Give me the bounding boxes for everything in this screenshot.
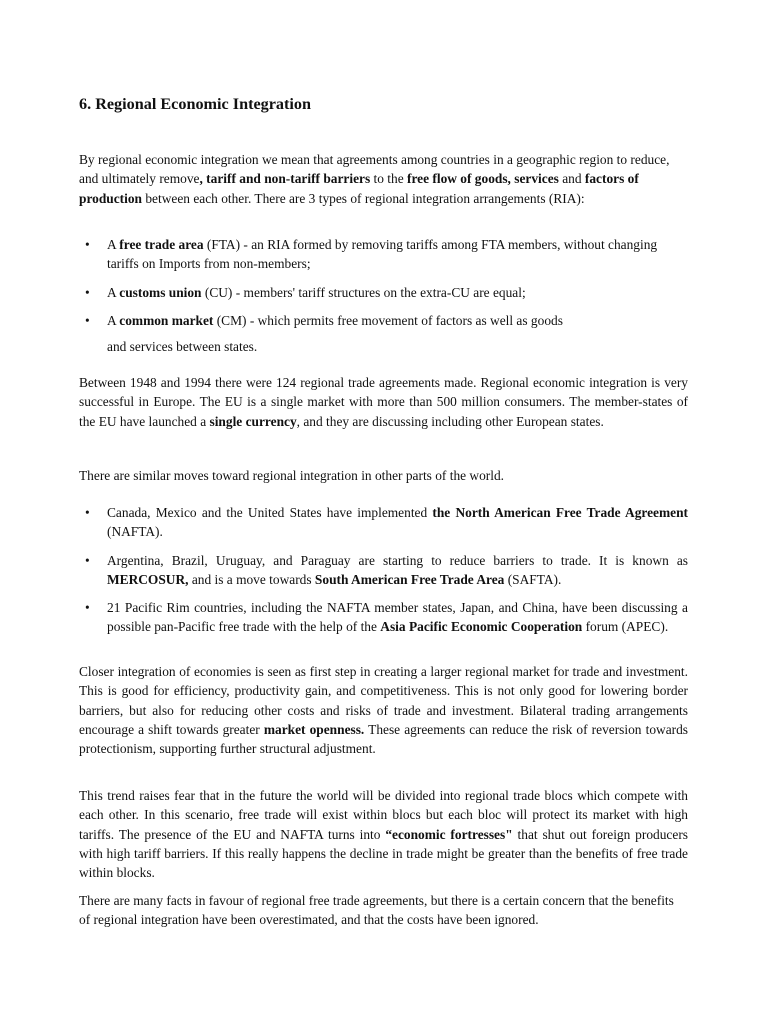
- term-customs-union: customs union: [119, 284, 202, 300]
- bullet-icon: •: [85, 600, 90, 616]
- list-item-fta: • A free trade area (FTA) - an RIA formed by removing tariffs among FTA members, without changing tariffs on Imports from non-members;: [85, 237, 658, 272]
- page-title: 6. Regional Economic Integration: [79, 95, 312, 113]
- term-free-trade-area: free trade area: [119, 237, 204, 252]
- term-apec: Asia Pacific Economic Cooperation: [380, 619, 583, 635]
- term-single-currency: single currency: [209, 413, 297, 429]
- term-market-openness: market openness.: [263, 721, 365, 737]
- intro-text-1: By regional economic integration we mean that agreements among countries in a geographic region to reduce, and ultimately remove: [79, 152, 670, 187]
- intro-bold-free-flow: free flow of goods, services: [407, 171, 559, 187]
- intro-bold-barriers: , tariff and non-tariff barriers: [199, 171, 371, 187]
- intro-bold-factors: factors of production: [79, 171, 639, 206]
- ria-list: [79, 235, 688, 330]
- bullet-icon: •: [85, 312, 90, 328]
- term-nafta: the North American Free Trade Agreement: [432, 505, 688, 520]
- paragraph-concern: There are many facts in favour of regional free trade agreements, but there is a certain concern that the benefits of regional integration have been overestimated, and that the costs have been ignored.: [79, 893, 674, 928]
- intro-text-4: between each other. There are 3 types of regional integration arrangements (RIA):: [142, 190, 585, 206]
- paragraph-similar-moves: There are similar moves toward regional integration in other parts of the world.: [79, 468, 505, 483]
- term-economic-fortresses: “economic fortresses": [385, 826, 513, 842]
- bullet-icon: •: [85, 552, 90, 568]
- list-item-nafta: • Canada, Mexico and the United States have implemented the North American Free Trade Agreement (NAFTA).: [85, 505, 688, 540]
- paragraph-trade-blocs: This trend raises fear that in the future the world will be divided into regional trade blocs which compete with each other. In this scenario, free trade will exist within blocs but each bloc will protect its market with high tariffs. The presence of the EU and NAFTA turns into “economic fortresses" that shut out foreign producers with high tariff barriers. If this really happens the decline in trade might be greater than the benefits of free trade within blocks.: [79, 788, 688, 881]
- bullet-icon: •: [85, 237, 90, 252]
- list-item-mercosur: • Argentina, Brazil, Uruguay, and Paraguay are starting to reduce barriers to trade. It is known as MERCOSUR, and is a move towards South American Free Trade Area (SAFTA).: [85, 552, 688, 587]
- intro-paragraph: [79, 150, 688, 208]
- intro-text-3: and: [558, 171, 585, 187]
- term-safta: South American Free Trade Area: [314, 571, 505, 587]
- ria-continuation: and services between states.: [107, 339, 258, 354]
- list-item-apec: • 21 Pacific Rim countries, including the NAFTA member states, Japan, and China, have been discussing a possible pan-Pacific free trade with the help of the Asia Pacific Economic Cooperation forum (APEC).: [85, 600, 688, 635]
- world-list: [79, 503, 688, 637]
- paragraph-closer-integration: Closer integration of economies is seen as first step in creating a larger regional market for trade and investment. This is good for efficiency, productivity gain, and competitiveness. This is not only good for lowering border barriers, but also for reducing other costs and risks of trade and investment. Bilateral trading arrangements encourage a shift towards greater market openness. These agreements can reduce the risk of reversion towards protectionism, supporting further structural adjustment.: [79, 664, 689, 757]
- list-item-cu: • A customs union (CU) - members' tariff structures on the extra-CU are equal;: [79, 283, 688, 302]
- bullet-icon: •: [85, 284, 90, 300]
- list-item-cm: • A common market (CM) - which permits free movement of factors as well as goods: [79, 311, 688, 330]
- intro-text-2: to the: [370, 171, 408, 187]
- term-mercosur: MERCOSUR,: [107, 571, 189, 587]
- bullet-icon: •: [85, 505, 90, 520]
- paragraph-agreements: Between 1948 and 1994 there were 124 regional trade agreements made. Regional economic integration is very successful in Europe. The EU is a single market with more than 500 million consumers. The member-states of the EU have launched a single currency, and they are discussing including other European states.: [79, 375, 688, 429]
- term-common-market: common market: [119, 312, 214, 328]
